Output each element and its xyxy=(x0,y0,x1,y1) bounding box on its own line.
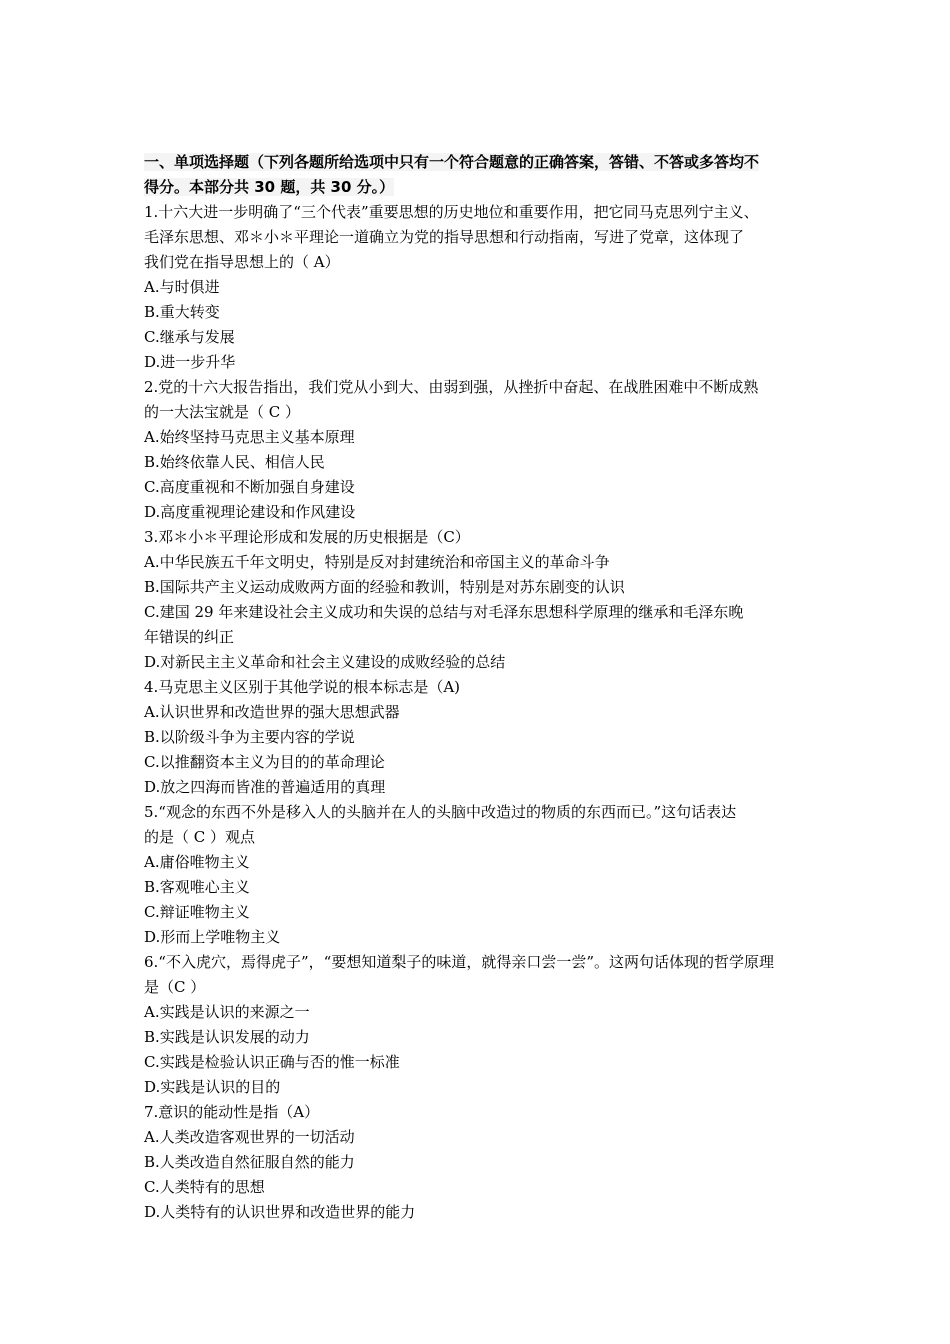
option-c: C.以推翻资本主义为目的的革命理论 xyxy=(144,753,385,771)
option-b: B.人类改造自然征服自然的能力 xyxy=(144,1153,355,1171)
question-text: 毛泽东思想、邓＊小＊平理论一道确立为党的指导思想和行动指南，写进了党章，这体现了 xyxy=(144,228,745,246)
question-1 xyxy=(144,200,814,375)
question-text: 是（C ） xyxy=(144,978,206,996)
option-c: C.高度重视和不断加强自身建设 xyxy=(144,478,355,496)
option-b: B.客观唯心主义 xyxy=(144,878,250,896)
option-d: D.对新民主主义革命和社会主义建设的成败经验的总结 xyxy=(144,653,506,671)
question-text: 7.意识的能动性是指（A） xyxy=(144,1103,320,1121)
option-b: B.实践是认识发展的动力 xyxy=(144,1028,310,1046)
section-header-continued xyxy=(144,175,814,200)
question-2 xyxy=(144,375,814,525)
question-text: 6.“不入虎穴，焉得虎子”，“要想知道梨子的味道，就得亲口尝一尝”。这两句话体现的哲学原理 xyxy=(144,953,774,971)
option-a: A.与时俱进 xyxy=(144,278,220,296)
question-5 xyxy=(144,800,814,950)
option-a: A.庸俗唯物主义 xyxy=(144,853,250,871)
question-text: 4.马克思主义区别于其他学说的根本标志是（A) xyxy=(144,678,460,696)
option-c: C.建国 29 年来建设社会主义成功和失误的总结与对毛泽东思想科学原理的继承和毛泽东晚 xyxy=(144,603,744,621)
question-text: 3.邓＊小＊平理论形成和发展的历史根据是（C） xyxy=(144,528,470,546)
option-d: D.高度重视理论建设和作风建设 xyxy=(144,503,356,521)
question-text: 我们党在指导思想上的（ A） xyxy=(144,253,340,271)
option-c: C.辩证唯物主义 xyxy=(144,903,250,921)
question-3 xyxy=(144,525,814,675)
option-c-continued: 年错误的纠正 xyxy=(144,628,235,646)
option-b: B.以阶级斗争为主要内容的学说 xyxy=(144,728,355,746)
question-text: 的一大法宝就是（ C ） xyxy=(144,403,301,421)
question-6 xyxy=(144,950,814,1100)
option-d: D.人类特有的认识世界和改造世界的能力 xyxy=(144,1203,416,1221)
section-header-line-1: 一、单项选择题（下列各题所给选项中只有一个符合题意的正确答案，答错、不答或多答均不 xyxy=(144,153,760,171)
section-header-line-2: 得分。本部分共 30 题，共 30 分。） xyxy=(144,178,395,196)
option-d: D.放之四海而皆准的普遍适用的真理 xyxy=(144,778,386,796)
question-text: 2.党的十六大报告指出，我们党从小到大、由弱到强，从挫折中奋起、在战胜困难中不断成熟 xyxy=(144,378,759,396)
option-c: C.人类特有的思想 xyxy=(144,1178,265,1196)
option-a: A.中华民族五千年文明史，特别是反对封建统治和帝国主义的革命斗争 xyxy=(144,553,610,571)
question-text: 5.“观念的东西不外是移入人的头脑并在人的头脑中改造过的物质的东西而已。”这句话表达 xyxy=(144,803,737,821)
option-a: A.始终坚持马克思主义基本原理 xyxy=(144,428,355,446)
option-a: A.实践是认识的来源之一 xyxy=(144,1003,310,1021)
option-b: B.国际共产主义运动成败两方面的经验和教训，特别是对苏东剧变的认识 xyxy=(144,578,625,596)
option-a: A.人类改造客观世界的一切活动 xyxy=(144,1128,355,1146)
question-4 xyxy=(144,675,814,800)
option-d: D.实践是认识的目的 xyxy=(144,1078,281,1096)
option-d: D.进一步升华 xyxy=(144,353,236,371)
section-header xyxy=(144,150,814,175)
option-d: D.形而上学唯物主义 xyxy=(144,928,281,946)
document-page xyxy=(144,150,814,1225)
option-c: C.实践是检验认识正确与否的惟一标准 xyxy=(144,1053,400,1071)
option-c: C.继承与发展 xyxy=(144,328,235,346)
question-text: 的是（ C ）观点 xyxy=(144,828,256,846)
question-7 xyxy=(144,1100,814,1225)
option-b: B.重大转变 xyxy=(144,303,220,321)
option-a: A.认识世界和改造世界的强大思想武器 xyxy=(144,703,400,721)
option-b: B.始终依靠人民、相信人民 xyxy=(144,453,325,471)
question-text: 1.十六大进一步明确了“三个代表”重要思想的历史地位和重要作用，把它同马克思列宁主义、 xyxy=(144,203,759,221)
